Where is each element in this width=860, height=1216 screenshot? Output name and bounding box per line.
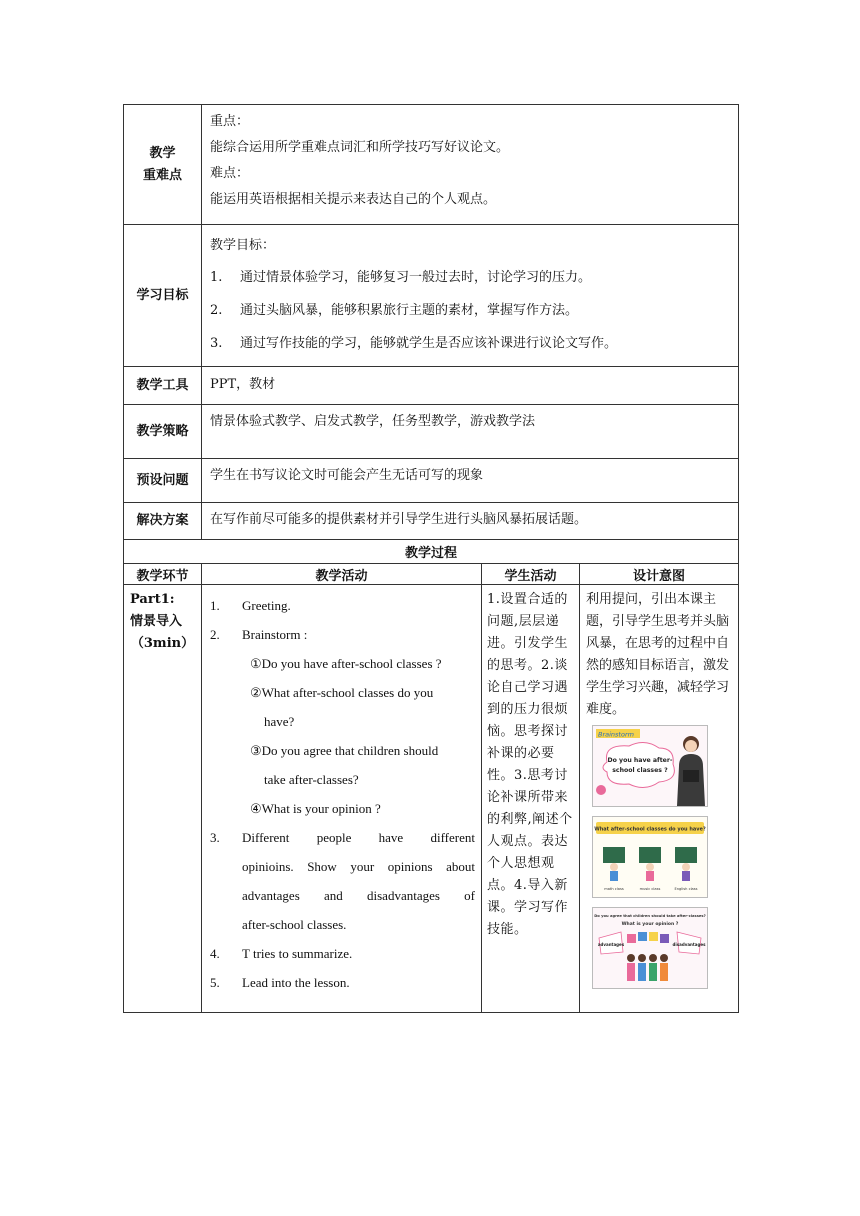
objectives-label: 学习目标 <box>124 225 202 367</box>
objectives-row <box>124 225 739 367</box>
objectives-list <box>210 261 730 360</box>
svg-text:music class: music class <box>639 887 661 891</box>
tools-label: 教学工具 <box>124 367 202 405</box>
slide-thumbnail-2 <box>592 816 708 898</box>
solution-content: 在写作前尽可能多的提供素材并引导学生进行头脑风暴拓展话题。 <box>202 503 739 540</box>
strategy-content: 情景体验式教学、启发式教学，任务型教学，游戏教学法 <box>202 405 739 459</box>
strategy-row <box>124 405 739 459</box>
list-item: 1. 通过情景体验学习，能够复习一般过去时，讨论学习的压力。 <box>210 270 592 285</box>
class-types-illustration <box>593 817 707 897</box>
difficulty-title: 难点： <box>210 166 250 181</box>
svg-text:advantages: advantages <box>597 942 625 947</box>
list-item: 3. Different people have different opinioins. Show your opinions about advantages and disadvantages of after-school classes. <box>210 830 475 932</box>
problem-content: 学生在书写议论文时可能会产生无话可写的现象 <box>202 459 739 503</box>
objectives-content <box>202 225 739 367</box>
focus-text: 能综合运用所学重难点词汇和所学技巧写好议论文。 <box>210 140 510 155</box>
brainstorm-question: ①Do you have after-school classes ? <box>250 656 442 671</box>
part1-activities: 1. Greeting. 2. Brainstorm : ①Do you have after-school classes ? ②What after-school classes do you have? ③Do you agree that children should take after-classes? ④What is your opinion ? 3. Different people have different opinioins. Show your opinions about advantages and disadvantages of after-school classes. 4. T tries to summarize. 5. Lead into the lesson. <box>202 585 482 1013</box>
focus-title: 重点： <box>210 114 250 129</box>
solution-row <box>124 503 739 540</box>
header-student: 学生活动 <box>482 564 580 585</box>
svg-text:What is your opinion ?: What is your opinion ? <box>621 922 679 927</box>
brainstorm-question: ②What after-school classes do you <box>250 685 434 700</box>
part1-row <box>124 585 739 1013</box>
key-points-row <box>124 105 739 225</box>
part1-stage: Part1: 情景导入 （3min） <box>124 585 202 1013</box>
list-item: 4. T tries to summarize. <box>210 946 353 961</box>
tools-row <box>124 367 739 405</box>
svg-text:Brainstorm: Brainstorm <box>598 730 634 739</box>
list-item: 2. 通过头脑风暴，能够积累旅行主题的素材，掌握写作方法。 <box>210 303 579 318</box>
problem-label: 预设问题 <box>124 459 202 503</box>
key-points-content <box>202 105 739 225</box>
svg-text:Do you have after-: Do you have after- <box>607 757 673 764</box>
svg-text:Do you agree that children sho: Do you agree that children should take after-classes? <box>594 914 706 918</box>
part1-student-activity: 1.设置合适的问题,层层递进。引发学生的思考。2.谈论自己学习遇到的压力很烦恼。思考探讨补课的必要性。3.思考讨论补课所带来的利弊,阐述个人观点。表达个人思想观点。4.导入新课。学习写作技能。 <box>482 585 580 1013</box>
header-stage: 教学环节 <box>124 564 202 585</box>
header-design: 设计意图 <box>580 564 739 585</box>
svg-text:English class: English class <box>674 887 698 891</box>
lesson-plan-table <box>123 104 739 1013</box>
list-item: 3. 通过写作技能的学习，能够就学生是否应该补课进行议论文写作。 <box>210 336 618 351</box>
svg-text:disadvantages: disadvantages <box>672 942 706 947</box>
key-points-label: 教学 重难点 <box>124 105 202 225</box>
tools-content: PPT，教材 <box>202 367 739 405</box>
part1-design <box>580 585 739 1013</box>
opinion-illustration <box>593 908 707 988</box>
problem-row <box>124 459 739 503</box>
design-intent-text: 利用提问，引出本课主题，引导学生思考并头脑风暴，在思考的过程中自然的感知目标语言，激发学生学习兴趣，减轻学习难度。 <box>586 592 730 717</box>
slide-thumbnail-3 <box>592 907 708 989</box>
svg-text:school classes ?: school classes ? <box>612 767 668 774</box>
svg-text:What after-school classes do y: What after-school classes do you have? <box>594 826 706 833</box>
list-item: 1. Greeting. <box>210 598 291 613</box>
brainstorm-question: ④What is your opinion ? <box>250 801 381 816</box>
slide-thumbnail-1 <box>592 725 708 807</box>
process-title-row <box>124 540 739 564</box>
process-header-row <box>124 564 739 585</box>
list-item: 5. Lead into the lesson. <box>210 975 350 990</box>
strategy-label: 教学策略 <box>124 405 202 459</box>
brainstorm-question: ③Do you agree that children should <box>250 743 439 758</box>
svg-text:math class: math class <box>604 887 624 891</box>
process-title: 教学过程 <box>124 540 739 564</box>
objectives-intro: 教学目标： <box>210 238 276 253</box>
solution-label: 解决方案 <box>124 503 202 540</box>
brainstorm-illustration <box>593 726 707 806</box>
difficulty-text: 能运用英语根据相关提示来表达自己的个人观点。 <box>210 192 497 207</box>
header-activity: 教学活动 <box>202 564 482 585</box>
list-item: 2. Brainstorm : <box>210 627 308 642</box>
